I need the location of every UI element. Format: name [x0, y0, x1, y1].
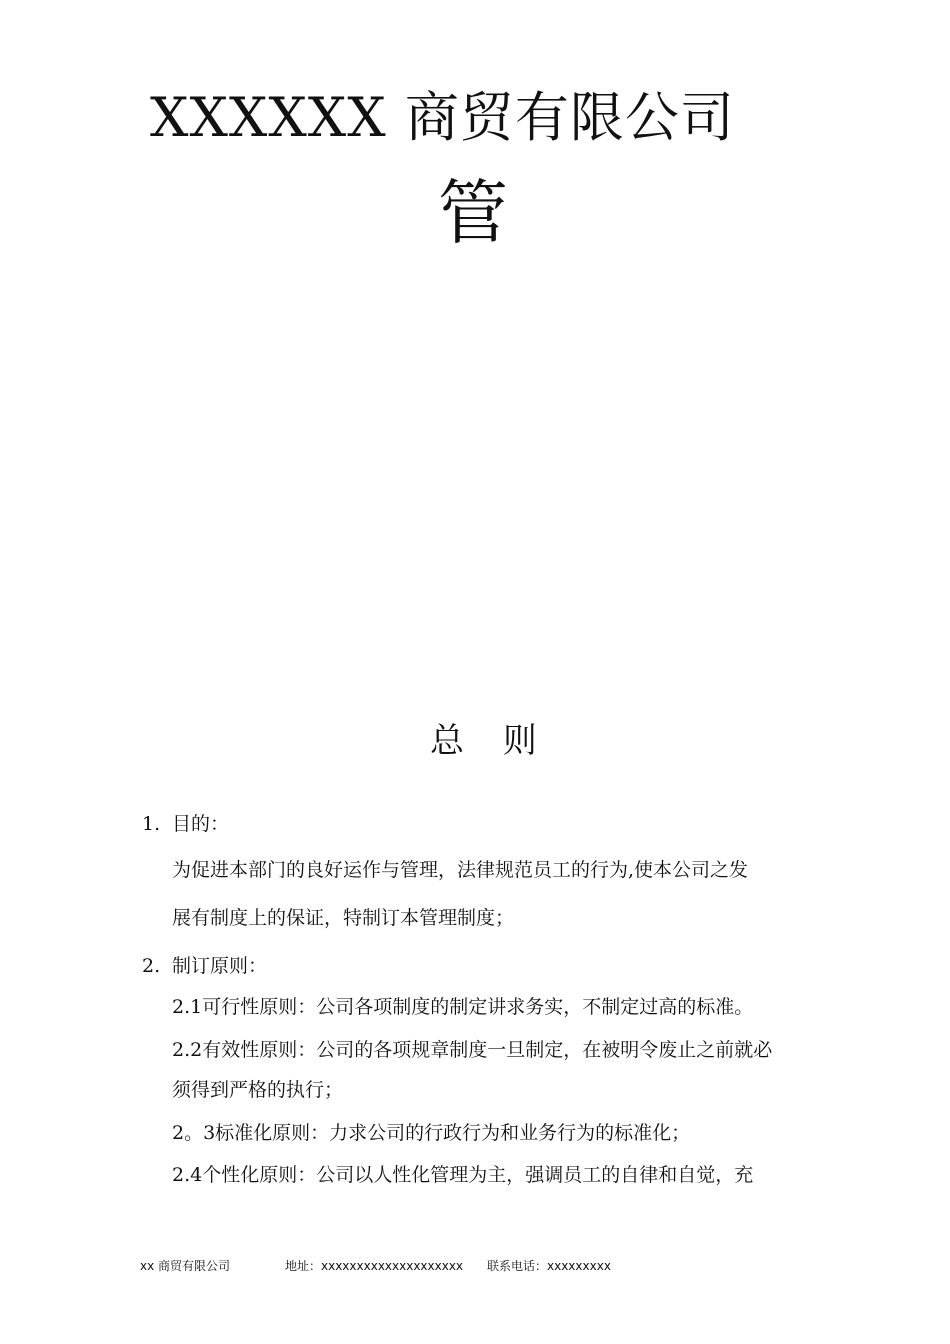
footer-address: 地址：xxxxxxxxxxxxxxxxxxxx [285, 1259, 464, 1273]
paragraph-line: 须得到严格的执行； [172, 1079, 344, 1101]
paragraph-line: 为促进本部门的良好运作与管理，法律规范员工的行为,使本公司之发 [172, 859, 749, 881]
paragraph-line: 2.2有效性原则：公司的各项规章制度一旦制定，在被明令废止之前就必 [172, 1039, 773, 1061]
paragraph-line: 2。3标准化原则：力求公司的行政行为和业务行为的标准化； [172, 1122, 691, 1144]
section-heading: 总 则 [430, 721, 551, 761]
footer-phone: 联系电话：xxxxxxxxx [487, 1259, 611, 1273]
cover-title-character: 管 [438, 172, 508, 254]
item-number: 2. [142, 955, 161, 977]
footer-company: xx 商贸有限公司 [140, 1259, 231, 1273]
list-item-principles [142, 952, 267, 980]
company-title: XXXXXX 商贸有限公司 [150, 86, 735, 149]
item-label: 制订原则： [172, 955, 268, 977]
item-label: 目的： [172, 813, 230, 835]
paragraph-line: 2.1可行性原则：公司各项制度的制定讲求务实，不制定过高的标准。 [172, 996, 754, 1018]
paragraph-line: 2.4个性化原则：公司以人性化管理为主，强调员工的自律和自觉，充 [172, 1164, 754, 1186]
paragraph-line: 展有制度上的保证，特制订本管理制度； [172, 907, 515, 929]
item-number: 1. [142, 813, 161, 835]
list-item-purpose [142, 810, 229, 838]
